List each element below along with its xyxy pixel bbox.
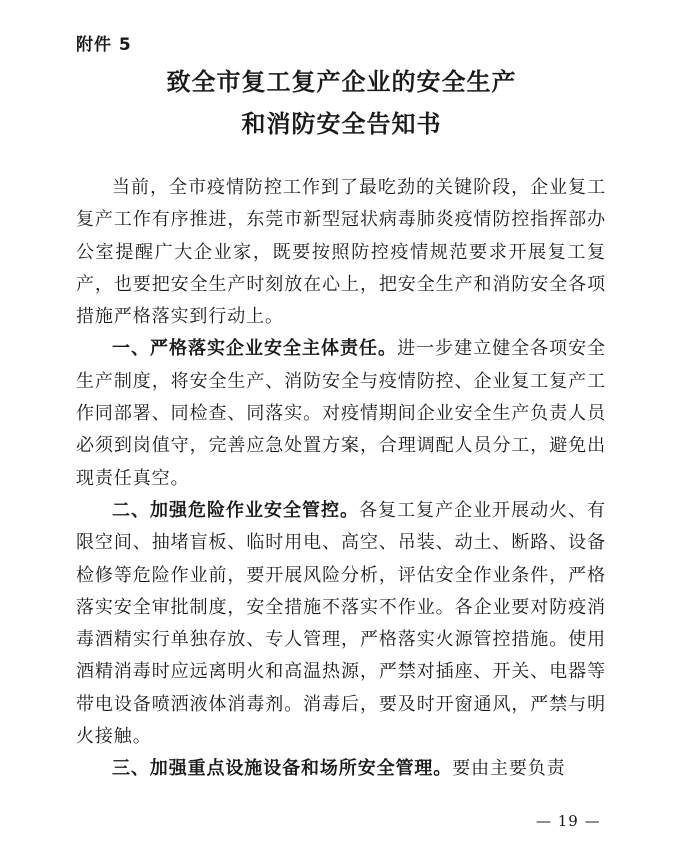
paragraph-text: 当前，全市疫情防控工作到了最吃劲的关键阶段，企业复工复产工作有序推进，东莞市新型冠状病毒肺炎疫情防控指挥部办公室提醒广大企业家，既要按照防控疫情规范要求开展复工复产，也要把安全生产时刻放在心上，把安全生产和消防安全各项措施严格落实到行动上。 [76,177,606,328]
page-number: — 19 — [536,812,601,830]
section-heading: 二、加强危险作业安全管控。 [112,499,360,521]
paragraph-text: 要由主要负责 [452,758,566,780]
document-title-line-2: 和消防安全告知书 [241,109,442,138]
section-heading: 一、严格落实企业安全主体责任。 [112,338,398,360]
paragraph-intro [76,172,606,333]
paragraph-text: 进一步建立健全各项安全生产制度，将安全生产、消防安全与疫情防控、企业复工复产工作同部署、同检查、同落实。对疫情期间企业安全生产负责人员必须到岗值守，完善应急处置方案，合理调配人员分工，避免出现责任真空。 [76,338,606,489]
paragraph-section-3 [76,753,606,785]
section-heading: 三、加强重点设施设备和场所安全管理。 [112,758,453,780]
paragraph-text: 各复工复产企业开展动火、有限空间、抽堵盲板、临时用电、高空、吊装、动土、断路、设备检修等危险作业前，要开展风险分析，评估安全作业条件，严格落实安全审批制度，安全措施不落实不作业。各企业要对防疫消毒酒精实行单独存放、专人管理，严格落实火源管控措施。使用酒精消毒时应远离明火和高温热源，严禁对插座、开关、电器等带电设备喷洒液体消毒剂。消毒后，要及时开窗通风，严禁与明火接触。 [76,499,607,748]
paragraph-section-2 [76,495,606,753]
document-title-line-1: 致全市复工复产企业的安全生产 [166,67,517,96]
document-body [76,172,606,786]
paragraph-section-1 [76,333,606,494]
attachment-label: 附件 5 [76,35,132,55]
